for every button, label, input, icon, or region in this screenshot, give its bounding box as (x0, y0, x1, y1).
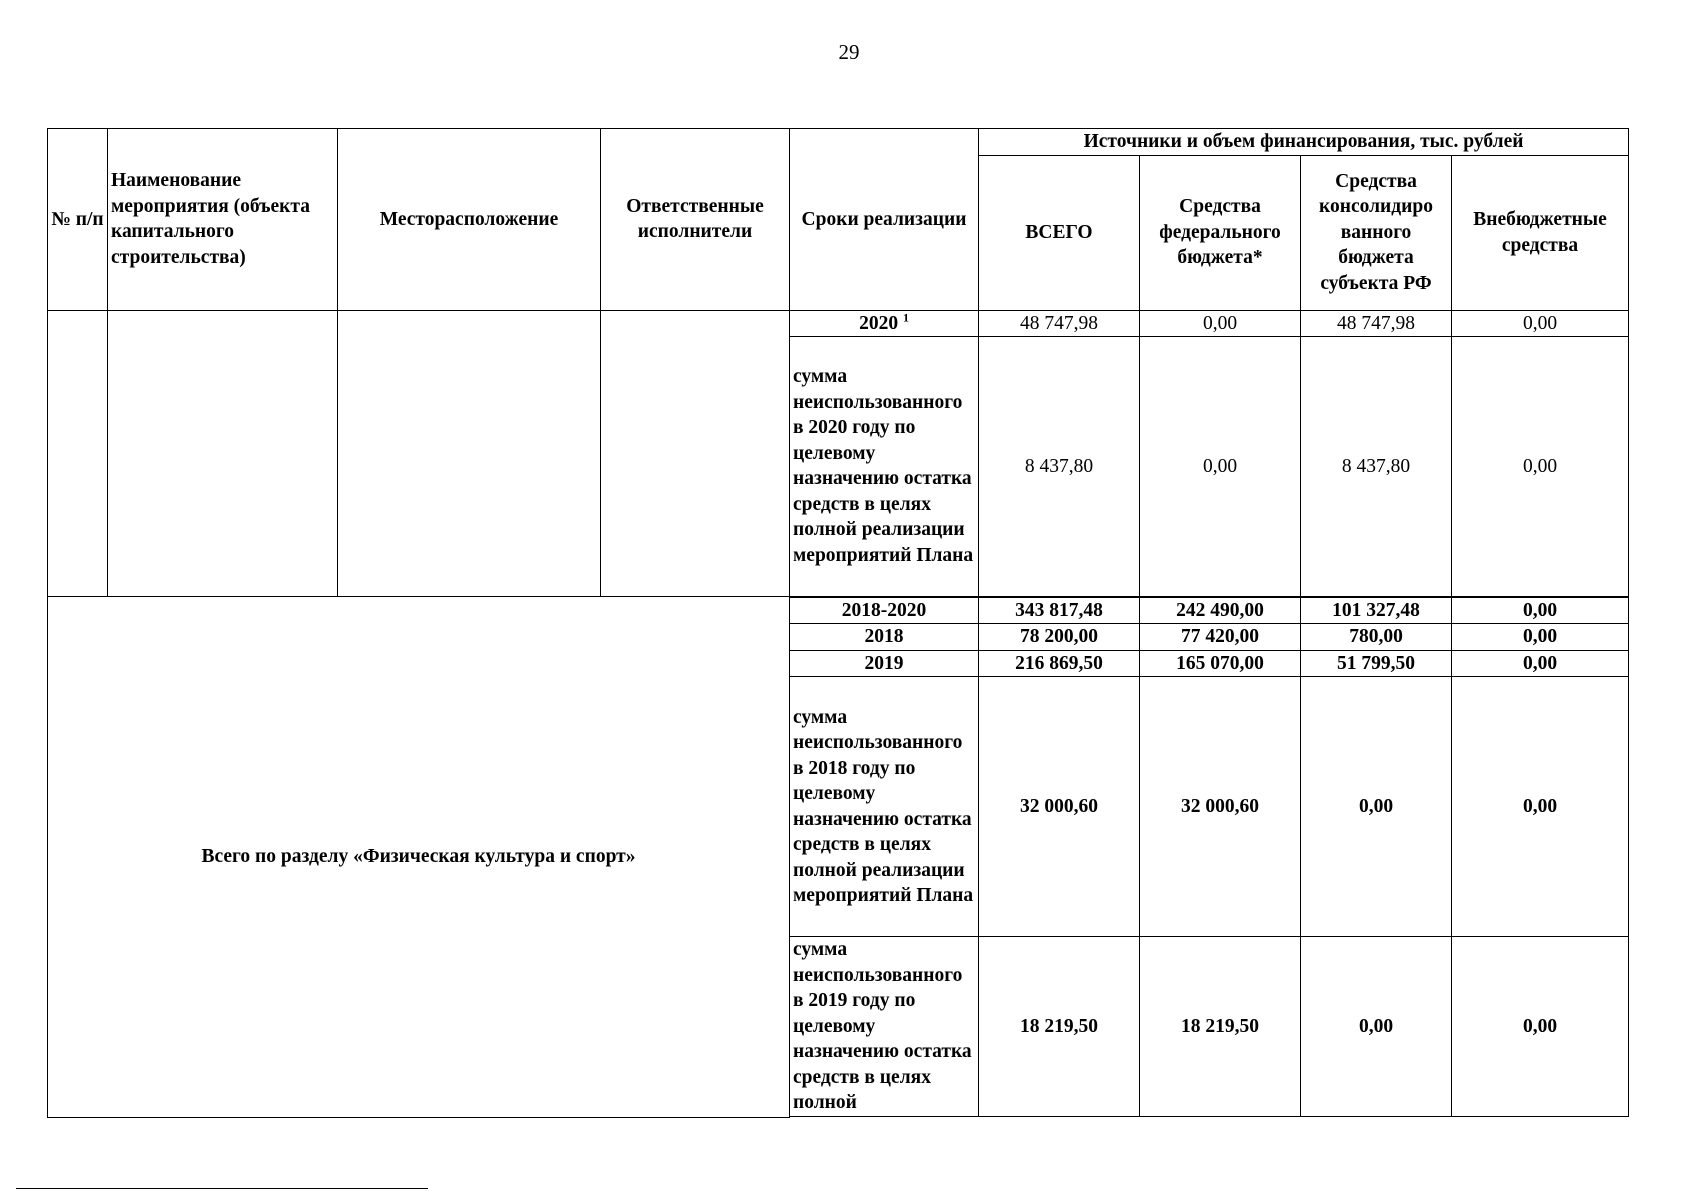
spacer-cell (790, 1117, 1629, 1118)
cell-regional: 780,00 (1301, 624, 1452, 651)
cell-executors (601, 310, 790, 597)
cell-federal: 165 070,00 (1140, 650, 1301, 677)
cell-federal: 18 219,50 (1140, 937, 1301, 1117)
cell-extra: 0,00 (1452, 650, 1629, 677)
cell-regional: 0,00 (1301, 677, 1452, 937)
cell-regional: 48 747,98 (1301, 310, 1452, 337)
cell-term: 2018-2020 (790, 597, 979, 624)
col-header-num: № п/п (48, 129, 108, 311)
cell-term: сумма неиспользованного в 2019 году по целевому назначению остатка средств в целях полной (790, 937, 979, 1117)
cell-federal: 0,00 (1140, 337, 1301, 597)
cell-location (338, 310, 601, 597)
cell-total: 78 200,00 (979, 624, 1140, 651)
cell-extra: 0,00 (1452, 624, 1629, 651)
cell-num (48, 310, 108, 597)
col-header-regional: Средства консолидиро ванного бюджета субъекта РФ (1301, 155, 1452, 310)
col-header-extra: Внебюджетные средства (1452, 155, 1629, 310)
col-header-name: Наименование мероприятия (объекта капитального строительства) (108, 129, 338, 311)
cell-extra: 0,00 (1452, 937, 1629, 1117)
cell-federal: 32 000,60 (1140, 677, 1301, 937)
cell-total: 216 869,50 (979, 650, 1140, 677)
col-header-terms: Сроки реализации (790, 129, 979, 311)
cell-extra: 0,00 (1452, 337, 1629, 597)
section-total-label: Всего по разделу «Физическая культура и спорт» (48, 597, 790, 1118)
cell-regional: 0,00 (1301, 937, 1452, 1117)
cell-extra: 0,00 (1452, 597, 1629, 624)
footnote-divider (16, 1188, 428, 1189)
cell-total: 32 000,60 (979, 677, 1140, 937)
cell-name (108, 310, 338, 597)
cell-total: 48 747,98 (979, 310, 1140, 337)
cell-total: 18 219,50 (979, 937, 1140, 1117)
table-row (48, 310, 1629, 337)
cell-term: 2018 (790, 624, 979, 651)
cell-federal: 0,00 (1140, 310, 1301, 337)
col-header-federal: Средства федерального бюджета* (1140, 155, 1301, 310)
section-total-row (48, 597, 1629, 624)
cell-regional: 101 327,48 (1301, 597, 1452, 624)
cell-extra: 0,00 (1452, 677, 1629, 937)
cell-total: 343 817,48 (979, 597, 1140, 624)
col-header-sources: Источники и объем финансирования, тыс. рублей (979, 129, 1629, 156)
cell-federal: 242 490,00 (1140, 597, 1301, 624)
cell-regional: 51 799,50 (1301, 650, 1452, 677)
cell-regional: 8 437,80 (1301, 337, 1452, 597)
cell-term: сумма неиспользованного в 2020 году по целевому назначению остатка средств в целях полной реализации мероприятий Плана (790, 337, 979, 597)
cell-total: 8 437,80 (979, 337, 1140, 597)
header-row (48, 129, 1629, 156)
cell-extra: 0,00 (1452, 310, 1629, 337)
cell-term: 2019 (790, 650, 979, 677)
cell-federal: 77 420,00 (1140, 624, 1301, 651)
cell-term: сумма неиспользованного в 2018 году по целевому назначению остатка средств в целях полной реализации мероприятий Плана (790, 677, 979, 937)
col-header-executors: Ответственные исполнители (601, 129, 790, 311)
col-header-total: ВСЕГО (979, 155, 1140, 310)
page-number: 29 (838, 40, 860, 64)
cell-term: 2020 $^1$ (790, 310, 979, 337)
col-header-location: Месторасположение (338, 129, 601, 311)
financing-table (47, 128, 1629, 1118)
